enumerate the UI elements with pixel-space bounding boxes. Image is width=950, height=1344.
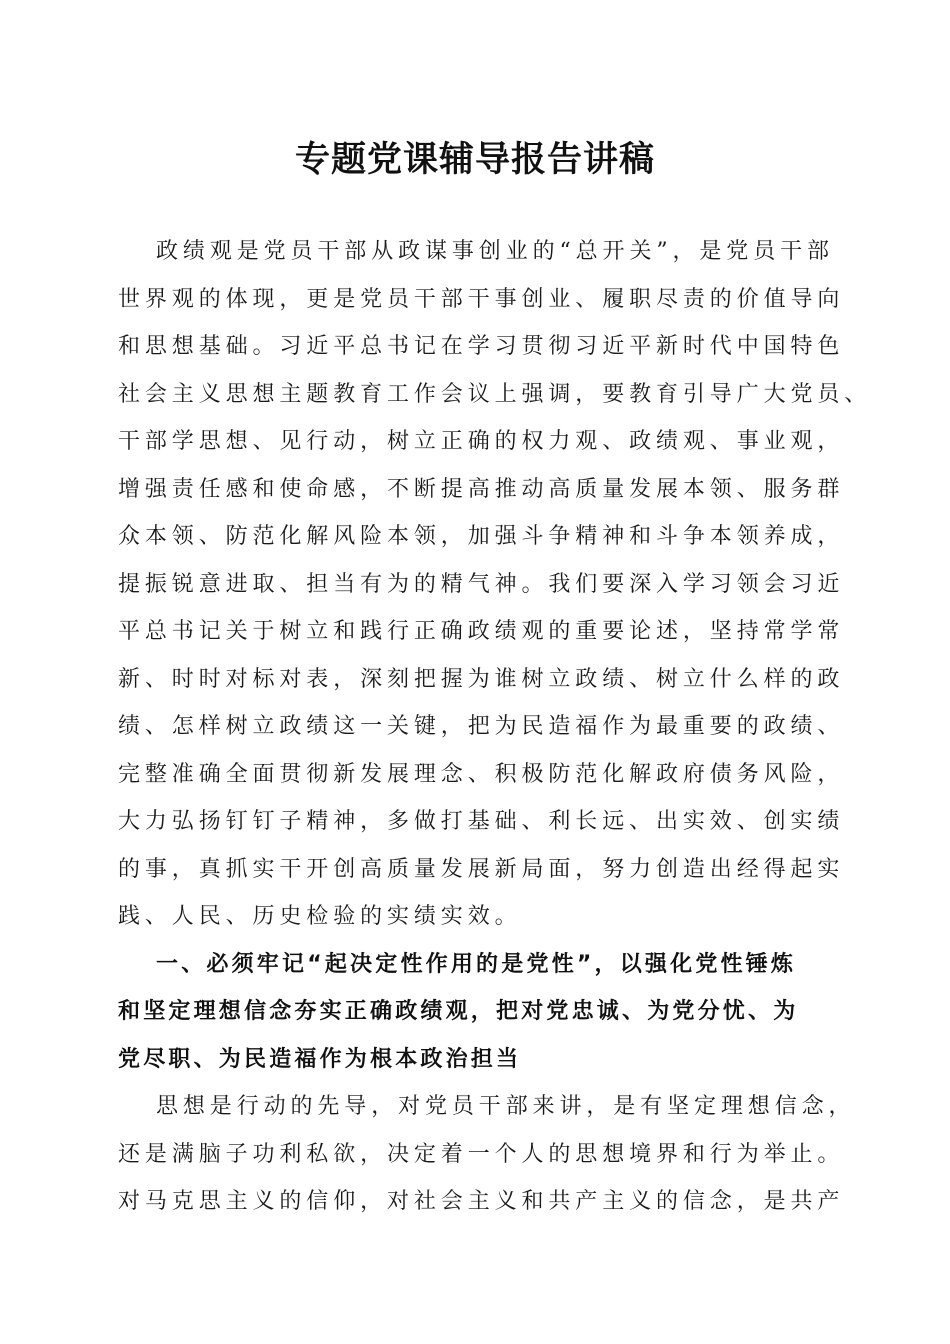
intro-line: 大力弘扬钉钉子精神，多做打基础、利长远、出实效、创实绩	[118, 809, 845, 834]
document-body	[118, 228, 872, 1226]
intro-line: 平总书记关于树立和践行正确政绩观的重要论述，坚持常学常	[118, 619, 845, 644]
section-heading-line: 党尽职、为民造福作为根本政治担当	[118, 1046, 522, 1072]
document-title: 专题党课辅导报告讲稿	[294, 139, 655, 180]
intro-line: 提振锐意进取、担当有为的精气神。我们要深入学习领会习近	[118, 571, 845, 597]
intro-line: 增强责任感和使命感，不断提高推动高质量发展本领、服务群	[118, 476, 845, 502]
intro-line: 践、人民、历史检验的实绩实效。	[118, 904, 522, 929]
intro-line: 和思想基础。习近平总书记在学习贯彻习近平新时代中国特色	[118, 334, 845, 359]
section-heading-line: 一、必须牢记“起决定性作用的是党性”，以强化党性锤炼	[156, 951, 797, 977]
intro-line: 社会主义思想主题教育工作会议上强调，要教育引导广大党员、	[118, 381, 872, 407]
intro-line: 干部学思想、见行动，树立正确的权力观、政绩观、事业观，	[118, 429, 845, 454]
intro-line: 绩、怎样树立政绩这一关键，把为民造福作为最重要的政绩、	[118, 714, 845, 739]
intro-line: 完整准确全面贯彻新发展理念、积极防范化解政府债务风险，	[118, 761, 845, 787]
intro-line: 众本领、防范化解风险本领，加强斗争精神和斗争本领养成，	[118, 524, 845, 549]
section-heading-line: 和坚定理想信念夯实正确政绩观，把对党忠诚、为党分忧、为	[118, 999, 799, 1024]
intro-line: 的事，真抓实干开创高质量发展新局面，努力创造出经得起实	[118, 856, 845, 882]
section-body-line: 对马克思主义的信仰，对社会主义和共产主义的信念，是共产	[118, 1189, 845, 1214]
intro-line: 政绩观是党员干部从政谋事创业的“总开关”，是党员干部	[156, 239, 834, 264]
section-body-line: 还是满脑子功利私欲，决定着一个人的思想境界和行为举止。	[118, 1141, 845, 1167]
intro-line: 新、时时对标对表，深刻把握为谁树立政绩、树立什么样的政	[118, 666, 845, 692]
section-body-line: 思想是行动的先导，对党员干部来讲，是有坚定理想信念，	[156, 1094, 856, 1119]
intro-line: 世界观的体现，更是党员干部干事创业、履职尽责的价值导向	[118, 286, 845, 312]
